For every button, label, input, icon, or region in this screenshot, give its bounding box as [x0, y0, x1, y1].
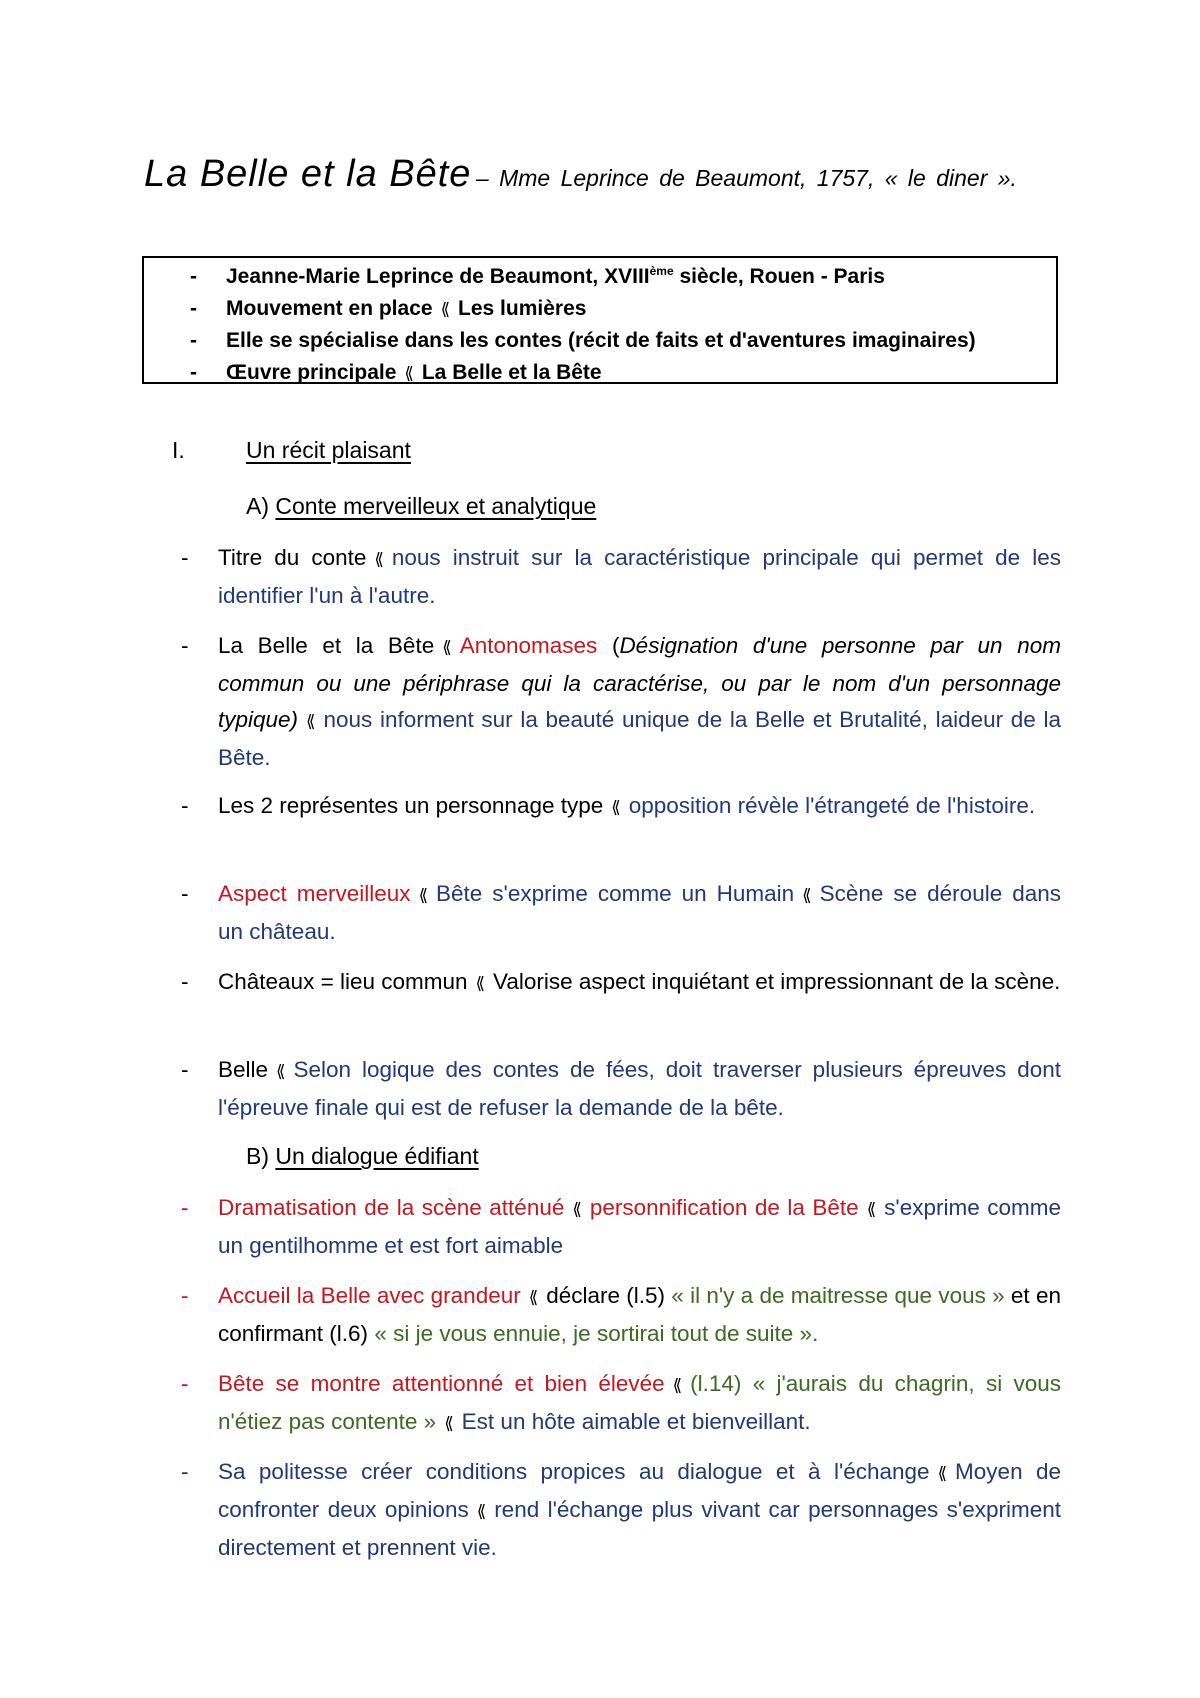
- arrow-icon: ⟪: [866, 1200, 877, 1219]
- title-subtitle: – Mme Leprince de Beaumont, 1757, « le diner ».: [475, 165, 1017, 191]
- title-main: La Belle et la Bête: [144, 153, 472, 195]
- arrow-icon: ⟪: [440, 300, 451, 319]
- bio-line: - Elle se spécialise dans les contes (récit de faits et d'aventures imaginaires): [190, 329, 976, 352]
- arrow-icon: ⟪: [442, 638, 452, 657]
- list-item: - Titre du conte ⟪ nous instruit sur la caractéristique principale qui permet de les identifier l'un à l'autre.: [181, 540, 1061, 614]
- list-item: - Accueil la Belle avec grandeur ⟪ déclare (l.5) « il n'y a de maitresse que vous » et en confirmant (l.6) « si je vous ennuie, je sortirai tout de suite ».: [181, 1278, 1061, 1352]
- list-item: - Aspect merveilleux ⟪ Bête s'exprime comme un Humain ⟪ Scène se déroule dans un château.: [181, 876, 1061, 950]
- list-item: - La Belle et la Bête ⟪ Antonomases (Désignation d'une personne par un nom commun ou une périphrase qui la caractérise, ou par le nom d'un personnage typique) ⟪ nous informent sur la beauté unique de la Belle et Brutalité, laideur de la Bête.: [181, 628, 1061, 776]
- arrow-icon: ⟪: [802, 886, 812, 905]
- subsection-heading: B) Un dialogue édifiant: [246, 1143, 479, 1169]
- arrow-icon: ⟪: [572, 1200, 582, 1219]
- arrow-icon: ⟪: [374, 550, 384, 569]
- subsection-heading: A) Conte merveilleux et analytique: [246, 493, 597, 519]
- arrow-icon: ⟪: [276, 1062, 286, 1081]
- arrow-icon: ⟪: [444, 1414, 454, 1433]
- document-title: [144, 150, 1064, 206]
- arrow-icon: ⟪: [418, 886, 429, 905]
- arrow-icon: ⟪: [937, 1464, 948, 1483]
- bio-line: - Jeanne-Marie Leprince de Beaumont, XVIIIème siècle, Rouen - Paris: [190, 264, 885, 288]
- bio-line: - Mouvement en place ⟪ Les lumières: [144, 293, 1056, 325]
- bio-line: - Œuvre principale ⟪ La Belle et la Bête: [144, 357, 1056, 389]
- arrow-icon: ⟪: [528, 1288, 539, 1307]
- list-item: - Belle ⟪ Selon logique des contes de fées, doit traverser plusieurs épreuves dont l'épreuve finale qui est de refuser la demande de la bête.: [181, 1052, 1061, 1126]
- list-item: - Châteaux = lieu commun ⟪ Valorise aspect inquiétant et impressionnant de la scène.: [181, 964, 1061, 1002]
- arrow-icon: ⟪: [306, 712, 316, 731]
- list-item: - Les 2 représentes un personnage type ⟪ opposition révèle l'étrangeté de l'histoire.: [181, 788, 1061, 826]
- list-item: - Dramatisation de la scène atténué ⟪ personnification de la Bête ⟪ s'exprime comme un gentilhomme et est fort aimable: [181, 1190, 1061, 1264]
- arrow-icon: ⟪: [672, 1376, 683, 1395]
- arrow-icon: ⟪: [404, 364, 414, 383]
- arrow-icon: ⟪: [611, 798, 621, 817]
- arrow-icon: ⟪: [476, 1502, 487, 1521]
- arrow-icon: ⟪: [475, 974, 485, 993]
- list-item: - Bête se montre attentionné et bien élevée ⟪ (l.14) « j'aurais du chagrin, si vous n'étiez pas contente » ⟪ Est un hôte aimable et bienveillant.: [181, 1366, 1061, 1442]
- section-heading: I. Un récit plaisant: [172, 437, 411, 463]
- author-info-box: [142, 256, 1058, 384]
- list-item: - Sa politesse créer conditions propices au dialogue et à l'échange ⟪ Moyen de confronter deux opinions ⟪ rend l'échange plus vivant car personnages s'expriment directement et prennent vie.: [181, 1454, 1061, 1566]
